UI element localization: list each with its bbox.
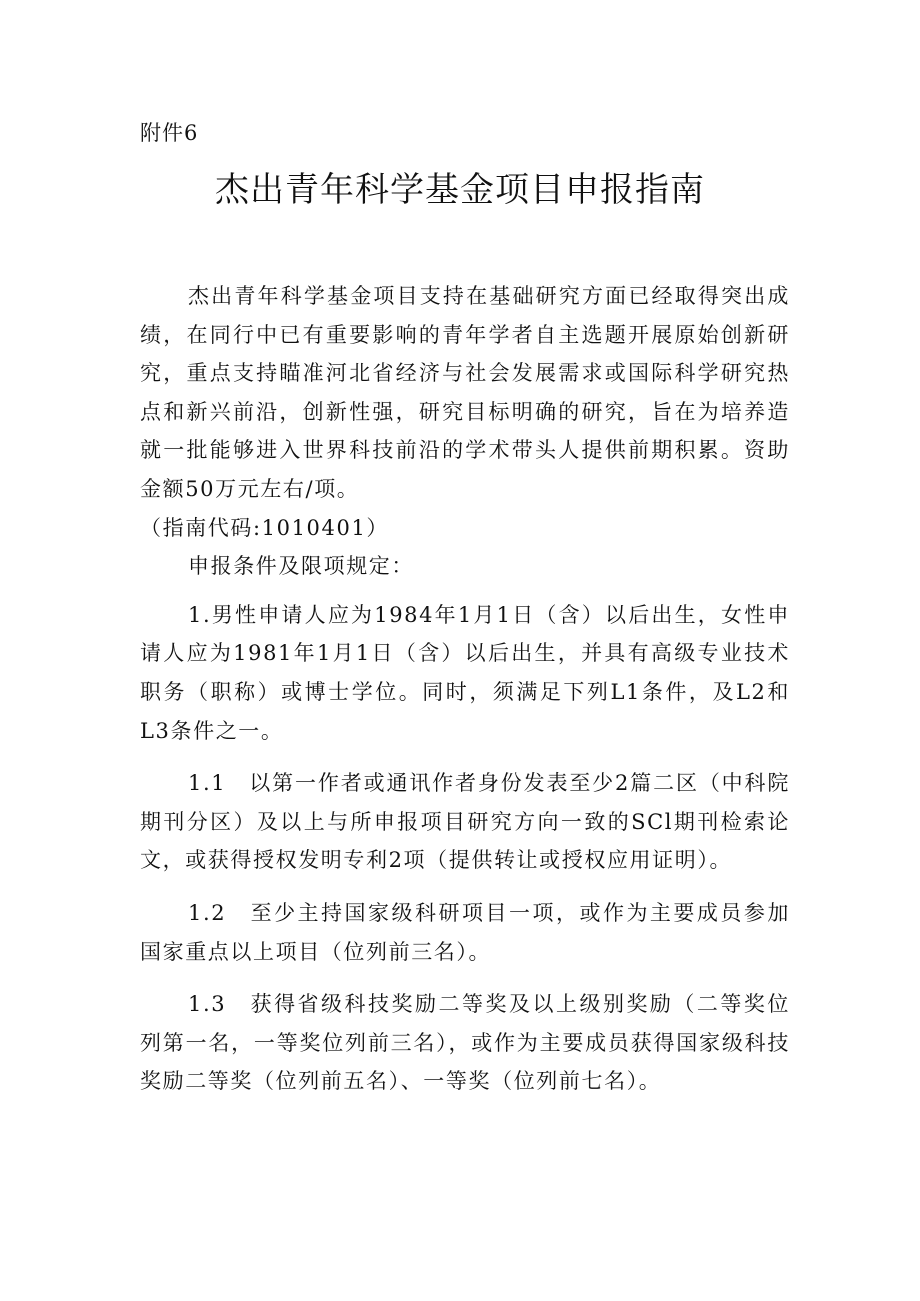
condition-1-2-paragraph: 1.2 至少主持国家级科研项目一项，或作为主要成员参加国家重点以上项目（位列前三名）。 xyxy=(140,900,790,964)
conditions-heading: 申报条件及限项规定： xyxy=(188,554,414,579)
document-title: 杰出青年科学基金项目申报指南 xyxy=(215,170,705,210)
condition-1-paragraph: 1.男性申请人应为1984年1月1日（含）以后出生，女性申请人应为1981年1月1日（含）以后出生，并具有高级专业技术职务（职称）或博士学位。同时，须满足下列L1条件，及L2和L3条件之一。 xyxy=(140,602,790,743)
condition-1-3-paragraph: 1.3 获得省级科技奖励二等奖及以上级别奖励（二等奖位列第一名，一等奖位列前三名），或作为主要成员获得国家级科技奖励二等奖（位列前五名）、一等奖（位列前七名）。 xyxy=(140,992,790,1094)
document-body xyxy=(140,277,790,1101)
condition-1-1-paragraph: 1.1 以第一作者或通讯作者身份发表至少2篇二区（中科院期刊分区）及以上与所申报项目研究方向一致的SCl期刊检索论文，或获得授权发明专利2项（提供转让或授权应用证明）。 xyxy=(140,771,790,873)
guide-code: （指南代码:1010401） xyxy=(140,515,390,540)
intro-paragraph: 杰出青年科学基金项目支持在基础研究方面已经取得突出成绩，在同行中已有重要影响的青年学者自主选题开展原始创新研究，重点支持瞄准河北省经济与社会发展需求或国际科学研究热点和新兴前沿，创新性强，研究目标明确的研究，旨在为培养造就一批能够进入世界科技前沿的学术带头人提供前期积累。资助金额50万元左右/项。 xyxy=(140,284,790,501)
attachment-label: 附件6 xyxy=(140,121,199,145)
